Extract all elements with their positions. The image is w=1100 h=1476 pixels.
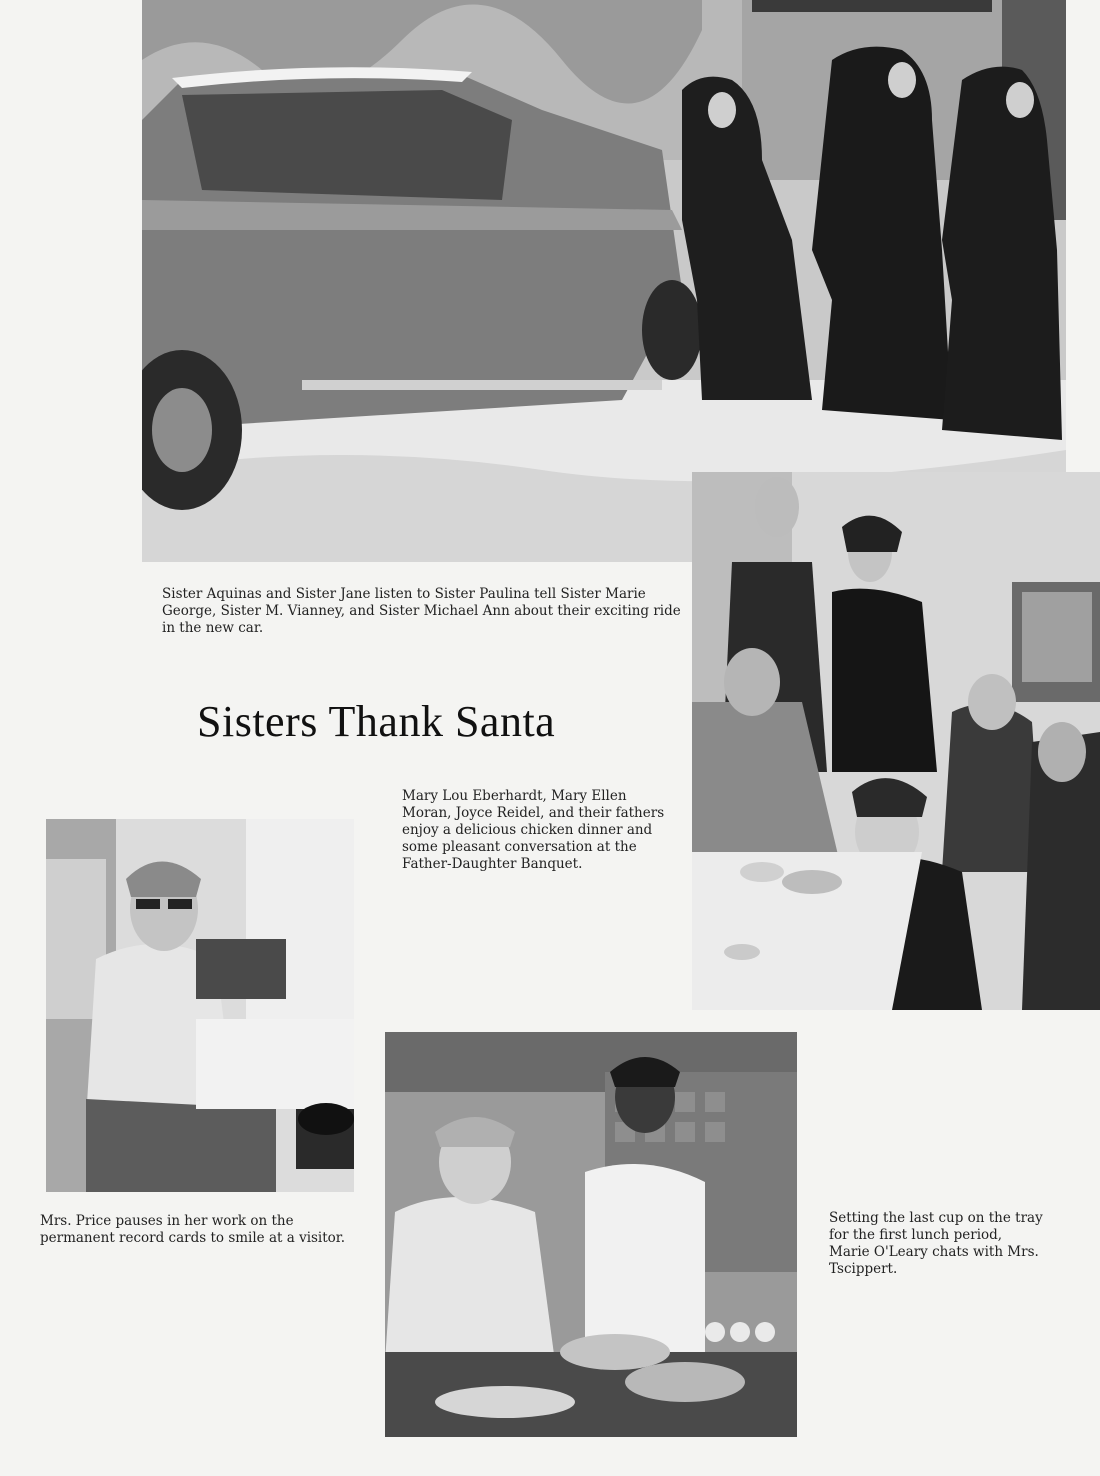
caption-car-photo: Sister Aquinas and Sister Jane listen to Sister Paulina tell Sister Marie George, Sister M. Vianney, and Sister Michael Ann about their exciting ride in the new car. bbox=[162, 586, 681, 636]
caption-kitchen-photo: Setting the last cup on the tray for the first lunch period, Marie O'Leary chats with Mrs. Tscippert. bbox=[829, 1210, 1043, 1277]
photo-mrs-price-office bbox=[46, 819, 354, 1192]
caption-office-photo: Mrs. Price pauses in her work on the permanent record cards to smile at a visitor. bbox=[40, 1213, 346, 1246]
photo-kitchen-staff bbox=[385, 1032, 797, 1437]
photo-father-daughter-banquet bbox=[692, 472, 1100, 1010]
page-title: Sisters Thank Santa bbox=[197, 697, 556, 746]
caption-banquet-photo: Mary Lou Eberhardt, Mary Ellen Moran, Joyce Reidel, and their fathers enjoy a delicious chicken dinner and some pleasant conversation at the Father-Daughter Banquet. bbox=[402, 788, 665, 872]
